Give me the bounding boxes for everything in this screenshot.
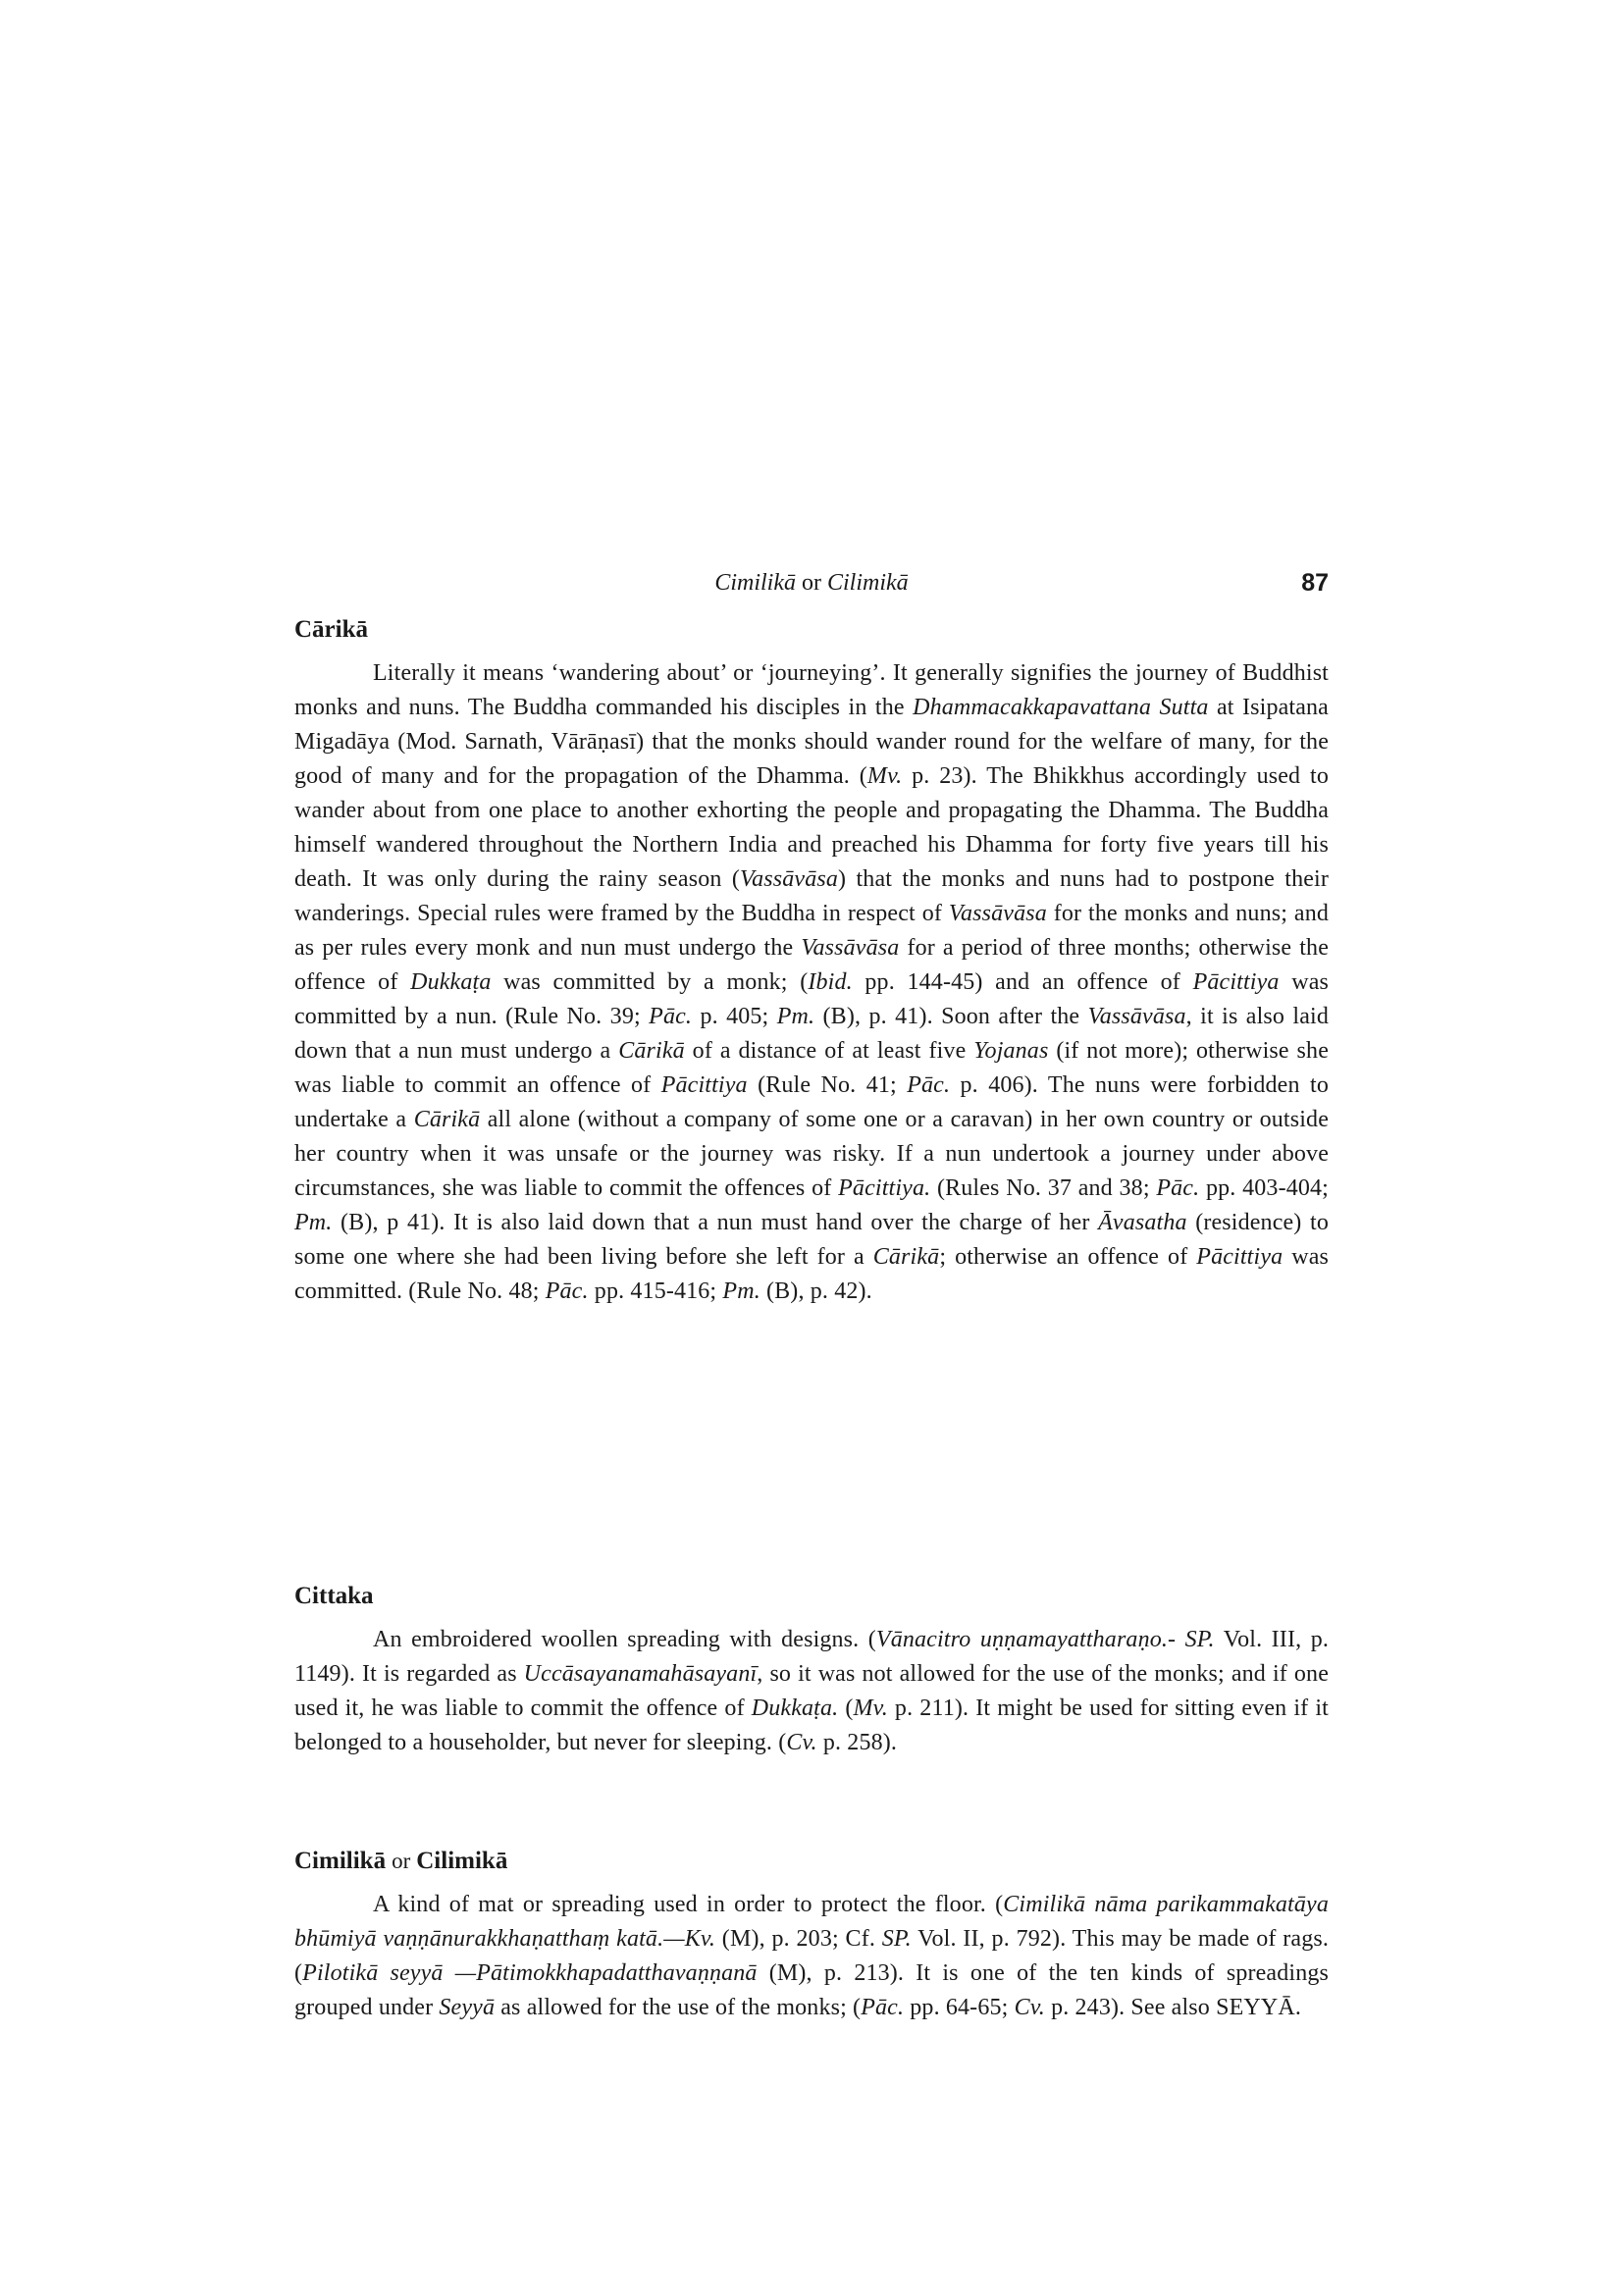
page-number: 87 xyxy=(1301,569,1329,597)
entry-cittaka xyxy=(294,1580,1329,1760)
entry-headword: Cārikā xyxy=(294,616,368,643)
running-title-word-2: Cilimikā xyxy=(827,570,909,596)
entry-body: A kind of mat or spreading used in order to protect the floor. (Cimilikā nāma parikammakatāya bhūmiyā vaṇṇānurakkhaṇatthaṃ katā.—Kv. (M), p. 203; Cf. SP. Vol. II, p. 792). This may be made of rags. (Pilotikā seyyā —Pātimokkhapadatthavaṇṇanā (M), p. 213). It is one of the ten kinds of spreadings grouped under Seyyā as allowed for the use of the monks; (Pāc. pp. 64-65; Cv. p. 243). See also SEYYĀ. xyxy=(294,1892,1329,2020)
entry-carika xyxy=(294,613,1329,1309)
entry-cimilika xyxy=(294,1845,1329,2025)
running-title xyxy=(294,565,1329,600)
entry-headword: Cimilikā or Cilimikā xyxy=(294,1848,508,1874)
running-title-or: or xyxy=(802,570,821,596)
running-title-word-1: Cimilikā xyxy=(714,570,796,596)
running-head xyxy=(294,565,1329,600)
entry-body: Literally it means ‘wandering about’ or ‘journeying’. It generally signifies the journey of Buddhist monks and nuns. The Buddha commanded his disciples in the Dhammacakkapavattana Sutta at Isipatana Migadāya (Mod. Sarnath, Vārāṇasī) that the monks should wander round for the welfare of many, for the good of many and for the propagation of the Dhamma. (Mv. p. 23). The Bhikkhus accordingly used to wander about from one place to another exhorting the people and propagating the Dhamma. The Buddha himself wandered throughout the Northern India and preached his Dhamma for forty five years till his death. It was only during the rainy season (Vassāvāsa) that the monks and nuns had to postpone their wanderings. Special rules were framed by the Buddha in respect of Vassāvāsa for the monks and nuns; and as per rules every monk and nun must undergo the Vassāvāsa for a period of three months; otherwise the offence of Dukkaṭa was committed by a monk; (Ibid. pp. 144-45) and an offence of Pācittiya was committed by a nun. (Rule No. 39; Pāc. p. 405; Pm. (B), p. 41). Soon after the Vassāvāsa, it is also laid down that a nun must undergo a Cārikā of a distance of at least five Yojanas (if not more); otherwise she was liable to commit an offence of Pācittiya (Rule No. 41; Pāc. p. 406). The nuns were forbidden to undertake a Cārikā all alone (without a company of some one or a caravan) in her own country or outside her country when it was unsafe or the journey was risky. If a nun undertook a journey under above circumstances, she was liable to commit the offences of Pācittiya. (Rules No. 37 and 38; Pāc. pp. 403-404; Pm. (B), p 41). It is also laid down that a nun must hand over the charge of her Āvasatha (residence) to some one where she had been living before she left for a Cārikā; otherwise an offence of Pācittiya was committed. (Rule No. 48; Pāc. pp. 415-416; Pm. (B), p. 42). xyxy=(294,660,1330,1304)
entry-body: An embroidered woollen spreading with designs. (Vānacitro uṇṇamayattharaṇo.- SP. Vol. III, p. 1149). It is regarded as Uccāsayanamahāsayanī, so it was not allowed for the use of the monks; and if one used it, he was liable to commit the offence of Dukkaṭa. (Mv. p. 211). It might be used for sitting even if it belonged to a householder, but never for sleeping. (Cv. p. 258). xyxy=(294,1627,1329,1755)
entry-headword: Cittaka xyxy=(294,1583,374,1609)
